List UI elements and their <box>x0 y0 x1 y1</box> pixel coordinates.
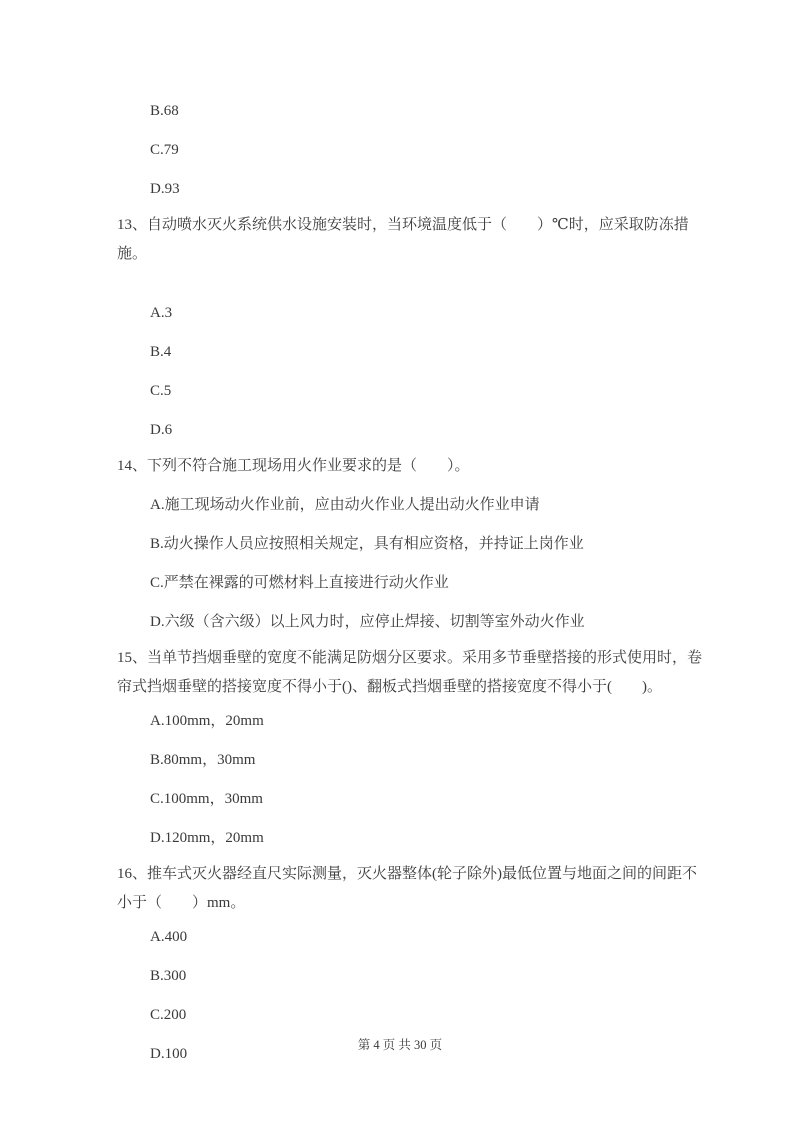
question-13-options <box>0 294 800 450</box>
question-15-option-c: C.100mm，30mm <box>150 791 263 807</box>
question-15-options <box>0 702 800 858</box>
question-14-option-d: D.六级（含六级）以上风力时，应停止焊接、切割等室外动火作业 <box>150 614 585 630</box>
question-12-option-d: D.93 <box>150 181 180 197</box>
question-16-text: 16、推车式灭火器经直尺实际测量，灭火器整体(轮子除外)最低位置与地面之间的间距不小于（ ）mm。 <box>117 866 697 911</box>
question-12-option-b: B.68 <box>150 103 179 119</box>
question-13-option-b: B.4 <box>150 344 172 360</box>
question-14-option-c: C.严禁在裸露的可燃材料上直接进行动火作业 <box>150 575 449 591</box>
question-13-option-a: A.3 <box>150 305 173 321</box>
question-16-option-c: C.200 <box>150 1007 187 1023</box>
question-14-text: 14、下列不符合施工现场用火作业要求的是（ ）。 <box>117 458 470 474</box>
question-15-option-a: A.100mm，20mm <box>150 713 264 729</box>
question-14-options <box>0 486 800 642</box>
page-footer: 第 4 页 共 30 页 <box>357 1038 443 1052</box>
question-14-option-b: B.动火操作人员应按照相关规定，具有相应资格，并持证上岗作业 <box>150 536 584 552</box>
question-13-text: 13、自动喷水灭火系统供水设施安装时，当环境温度低于（ ）℃时，应采取防冻措施。 <box>117 217 689 262</box>
question-16-option-b: B.300 <box>150 968 187 984</box>
question-12-options <box>0 92 800 209</box>
question-15-option-d: D.120mm，20mm <box>150 830 264 846</box>
question-16-option-a: A.400 <box>150 929 188 945</box>
question-15-option-b: B.80mm，30mm <box>150 752 256 768</box>
question-16-option-d: D.100 <box>150 1046 188 1062</box>
question-14-option-a: A.施工现场动火作业前，应由动火作业人提出动火作业申请 <box>150 497 540 513</box>
question-15-text: 15、当单节挡烟垂壁的宽度不能满足防烟分区要求。采用多节垂壁搭接的形式使用时，卷帘式挡烟垂壁的搭接宽度不得小于()、翻板式挡烟垂壁的搭接宽度不得小于( )。 <box>117 650 703 695</box>
question-12-option-c: C.79 <box>150 142 179 158</box>
question-13-option-c: C.5 <box>150 383 172 399</box>
question-13-option-d: D.6 <box>150 422 173 438</box>
